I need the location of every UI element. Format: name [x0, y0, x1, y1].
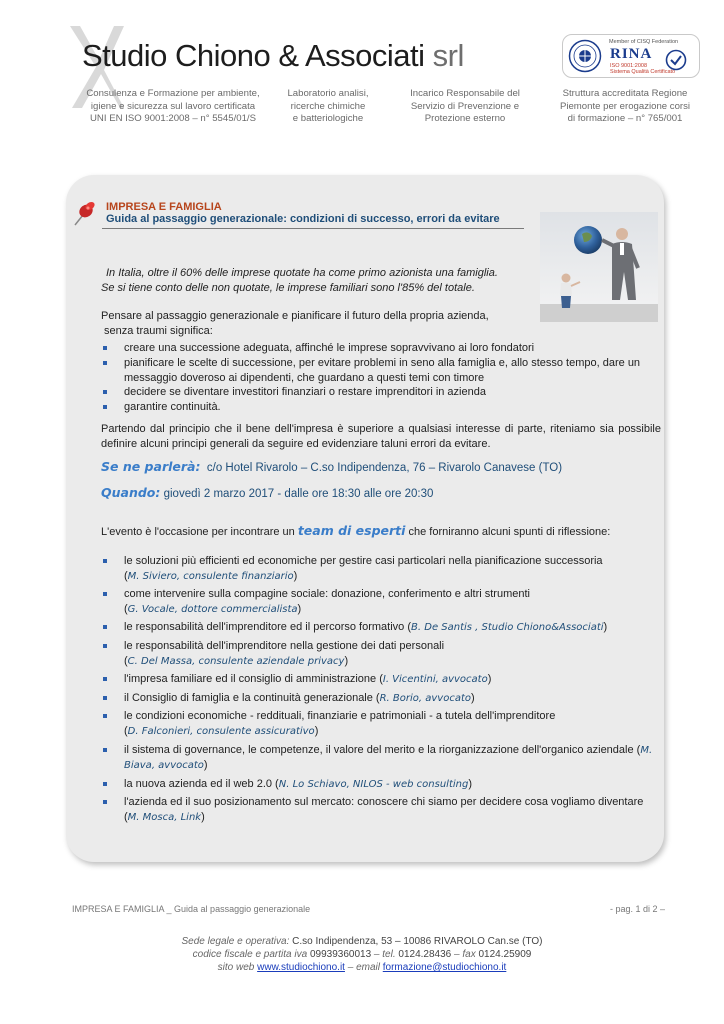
header-services-1: Consulenza e Formazione per ambiente, igiene e sicurezza sul lavoro certificata UNI EN ISO 9001:2008 – n° 5545/01/S: [86, 88, 260, 124]
date-value: giovedì 2 marzo 2017 - dalle ore 18:30 alle ore 20:30: [163, 488, 434, 500]
speaker-name: R. Borio, avvocato: [379, 692, 472, 704]
list-item: creare una successione adeguata, affinché le imprese sopravvivano ai loro fondatori: [101, 341, 661, 356]
speaker-name: I. Vicentini, avvocato: [382, 674, 488, 686]
speaker-name: N. Lo Schiavo, NILOS - web consulting: [278, 778, 469, 790]
header-services-4: Struttura accreditata Regione Piemonte per erogazione corsi di formazione – n° 765/001: [559, 88, 691, 124]
company-name: Studio Chiono & Associati srl: [82, 38, 464, 73]
goals-list: [101, 341, 661, 415]
section-subtitle: Guida al passaggio generazionale: condizioni di successo, errori da evitare: [106, 213, 500, 225]
topic-item: l'impresa familiare ed il consiglio di amministrazione (I. Vicentini, avvocato): [101, 672, 661, 688]
event-date: Quando: giovedì 2 marzo 2017 - dalle ore 18:30 alle ore 20:30: [101, 485, 434, 500]
speaker-name: D. Falconieri, consulente assicurativo: [127, 725, 315, 737]
certification-seal-icon: [568, 39, 602, 73]
footer-address: Sede legale e operativa: C.so Indipendenza, 53 – 10086 RIVAROLO Can.se (TO): [181, 936, 543, 947]
pushpin-icon: [70, 200, 96, 228]
event-location: Se ne parlerà: c/o Hotel Rivarolo – C.so Indipendenza, 76 – Rivarolo Canavese (TO): [101, 459, 563, 474]
location-label: Se ne parlerà: [101, 459, 196, 474]
team-highlight: team di esperti: [297, 523, 406, 538]
section-title: IMPRESA E FAMIGLIA: [106, 201, 222, 213]
topic-item: come intervenire sulla compagine sociale: donazione, conferimento e altri strumenti (G. Vocale, dottore commercialista): [101, 587, 661, 617]
rina-iso: ISO 9001:2008 Sistema Qualità Certificato: [610, 63, 676, 75]
speaker-name: M. Biava, avvocato: [124, 744, 653, 772]
speaker-name: C. Del Massa, consulente aziendale privacy: [127, 655, 345, 667]
speaker-name: B. De Santis , Studio Chiono&Associati: [411, 622, 604, 634]
rina-certification-badge: [562, 34, 700, 78]
footer-web-email: sito web www.studiochiono.it – email formazione@studiochiono.it: [217, 962, 507, 973]
rina-member-text: Member of CISQ Federation: [609, 39, 679, 45]
location-value: c/o Hotel Rivarolo – C.so Indipendenza, 76 – Rivarolo Canavese (TO): [206, 462, 563, 474]
date-label: Quando: [101, 485, 156, 500]
topic-item: il Consiglio di famiglia e la continuità generazionale (R. Borio, avvocato): [101, 691, 661, 707]
list-item: decidere se diventare investitori finanziari o restare imprenditori in azienda: [101, 385, 661, 400]
rina-name: RINA: [610, 46, 653, 62]
speaker-name: M. Mosca, Link: [127, 811, 202, 823]
footer-doc-title: IMPRESA E FAMIGLIA _ Guida al passaggio generazionale: [72, 904, 311, 914]
topic-item: l'azienda ed il suo posizionamento sul mercato: conoscere chi siamo per decidere cosa vogliamo diventare (M. Mosca, Link): [101, 795, 661, 825]
website-link[interactable]: www.studiochiono.it: [257, 962, 345, 973]
businessman-child-globe-image: [540, 212, 658, 322]
principles-paragraph: Partendo dal principio che il bene dell'impresa è superiore a qualsiasi interesse di parte, riteniamo sia possibile definire alcuni principi generali da seguire ed evidenziare taluni errori da evitare.: [101, 423, 661, 450]
page-number: - pag. 1 di 2 –: [610, 904, 666, 914]
intro-text: In Italia, oltre il 60% delle imprese quotate ha come primo azionista una famiglia. Se si tiene conto delle non quotate, le imprese familiari sono l'85% del totale.: [101, 267, 498, 294]
topic-item: le responsabilità dell'imprenditore nella gestione dei dati personali (C. Del Massa, consulente aziendale privacy): [101, 639, 661, 669]
email-link[interactable]: formazione@studiochiono.it: [382, 962, 507, 973]
header-services-2: Laboratorio analisi, ricerche chimiche e batteriologiche: [287, 88, 369, 124]
topic-item: le soluzioni più efficienti ed economiche per gestire casi particolari nella pianificazione successoria (M. Siviero, consulente finanziario): [101, 554, 661, 584]
list-item: garantire continuità.: [101, 400, 661, 415]
title-divider: [102, 228, 524, 229]
footer-tax-contacts: codice fiscale e partita iva 09939360013 – tel. 0124.28436 – fax 0124.25909: [192, 949, 532, 960]
topic-item: la nuova azienda ed il web 2.0 (N. Lo Schiavo, NILOS - web consulting): [101, 777, 661, 793]
topics-list: [101, 554, 661, 829]
list-item: pianificare le scelte di successione, per evitare problemi in seno alla famiglia e, allo stesso tempo, dare un messaggio doveroso ai dipendenti, che guardano a questi temi con timore: [101, 356, 661, 386]
globe-check-icon: [665, 49, 687, 71]
speaker-name: M. Siviero, consulente finanziario: [127, 570, 294, 582]
header-services-3: Incarico Responsabile del Servizio di Prevenzione e Protezione esterno: [410, 88, 520, 124]
topic-item: le condizioni economiche - reddituali, finanziarie e patrimoniali - a tutela dell'imprenditore (D. Falconieri, consulente assicurativo): [101, 709, 661, 739]
lead-paragraph: Pensare al passaggio generazionale e pianificare il futuro della propria azienda, senza traumi significa:: [101, 310, 489, 337]
speaker-name: G. Vocale, dottore commercialista: [127, 603, 298, 615]
topic-item: le responsabilità dell'imprenditore ed il percorso formativo (B. De Santis , Studio Chiono&Associati): [101, 620, 661, 636]
event-intro: L'evento è l'occasione per incontrare un team di esperti che forniranno alcuni spunti di riflessione:: [101, 523, 611, 538]
company-suffix: srl: [432, 38, 464, 73]
topic-item: il sistema di governance, le competenze, il valore del merito e la riorganizzazione dell'organico aziendale (M. Biava, avvocato): [101, 743, 661, 774]
